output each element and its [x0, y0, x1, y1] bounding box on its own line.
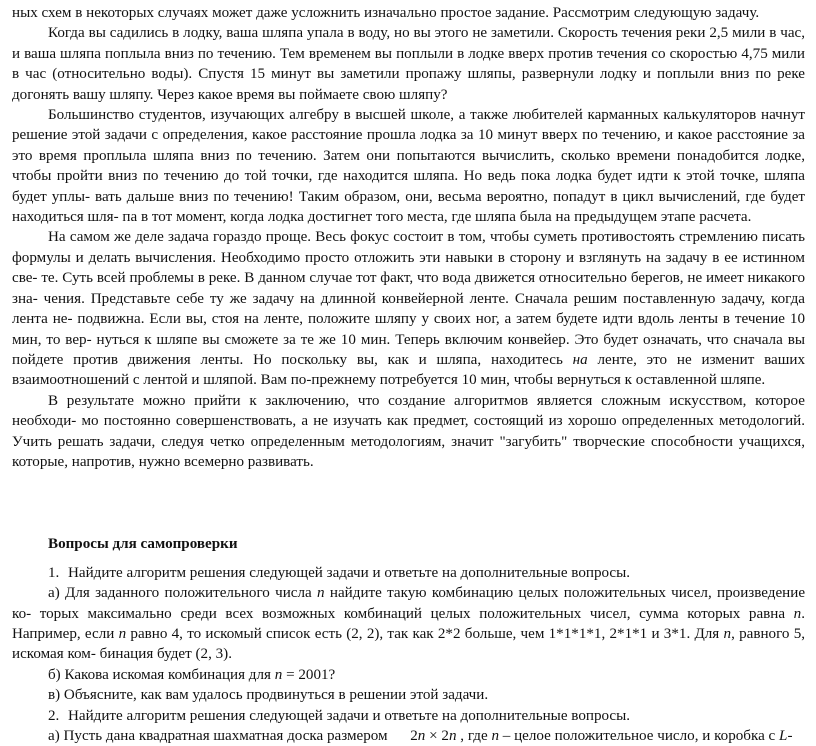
var-n: n	[317, 585, 325, 602]
paragraph-intro: ных схем в некоторых случаях может даже усложнить изначально простое задание. Рассмотрим следующую задачу.	[12, 5, 760, 21]
question-1	[12, 563, 805, 583]
document-page	[0, 3, 816, 744]
paragraph-students: Большинство студентов, изучающих алгебру в высшей школе, а также любителей карманных калькуляторов начнут решение этой задачи с определения, какое расстояние прошла лодка за 10 минут вверх по течению, и какое расстояние за это время проплыла шляпа вниз по течению. Затем они попытаются вычислить, сколько времени понадобится лодке, чтобы пройти вниз по течению до той точки, где находится шляпа. Но ведь пока лодка будет идти к этой точке, шляпа будет уплы- вать дальше вниз по течению! Таким образом, они, весьма вероятно, попадут в цикл вычислений, где будет находиться шля- па в тот момент, когда лодка достигнет того места, где шляпа была на предыдущем этапе расчета.	[12, 107, 805, 226]
var-n: n	[793, 605, 802, 622]
expr-part: 2	[441, 728, 449, 744]
paragraph-hat-problem: Когда вы садились в лодку, ваша шляпа упала в воду, но вы этого не заметили. Скорость течения реки 2,5 мили в час, и ваша шляпа поплыла вниз по течению. Тем временем вы поплыли в лодке вверх против течения со скоростью 4,75 мили в час (относительно воды). Спустя 15 минут вы заметили пропажу шляпы, развернули лодку и поплыли вниз по реке догонять вашу шляпу. Через какое время вы поймаете свою шляпу?	[12, 25, 805, 103]
question-text: Найдите алгоритм решения следующей задачи и ответьте на дополнительные вопросы.	[68, 707, 631, 724]
question-number: 2.	[48, 707, 60, 724]
var-n: n	[491, 728, 499, 744]
q2a-text: а) Пусть дана квадратная шахматная доска размером	[48, 728, 388, 744]
paragraph-conclusion: В результате можно прийти к заключению, что создание алгоритмов является сложным искусством, которое необходи- мо постоянно совершенствовать, а не изучать как предмет, состоящий из хорошо определенных методологий. Учить решать задачи, следуя четко определенным методологиям, значит "загубить" творческие способности учащихся, которые, напротив, нужно всемерно развивать.	[12, 392, 805, 470]
paragraph-conveyor	[12, 227, 805, 390]
expr-part: 2	[410, 728, 418, 744]
var-L: L	[779, 728, 788, 744]
q2a-text: – целое положительное число, и коробка с	[502, 728, 776, 744]
q1a-text: . Например, если	[12, 605, 805, 642]
q1a-text: найдите такую комбинацию целых положительных чисел, произведение ко- торых максимально среди всех возможных комбинаций целых положительных чисел, сумма которых равна	[12, 585, 806, 622]
question-2	[12, 706, 805, 726]
q1a-text: а) Для заданного положительного числа	[48, 585, 312, 602]
var-n: n	[417, 728, 426, 744]
hyphen: -	[787, 728, 793, 744]
section-heading: Вопросы для самопроверки	[48, 536, 238, 553]
var-n: n	[723, 625, 732, 642]
question-text: Найдите алгоритм решения следующей задачи и ответьте на дополнительные вопросы.	[68, 564, 631, 581]
emphasis-na: на	[572, 351, 588, 368]
q1b-text: = 2001?	[286, 666, 336, 683]
var-n: n	[118, 625, 127, 642]
q2a-text: , где	[460, 728, 488, 744]
question-1b	[12, 665, 805, 685]
conveyor-text: На самом же деле задача гораздо проще. Весь фокус состоит в том, чтобы суметь противостоять стремлению писать формулы и делать вычисления. Необходимо просто отложить эти навыки в сторону и взглянуть на задачу в ее истинном све- те. Суть всей проблемы в реке. В данном случае тот факт, что вода движется относительно берегов, не имеет никакого зна- чения. Представьте себе ту же задачу на длинной конвейерной ленте. Сначала решим поставленную задачу, когда лента не- подвижна. Если вы, стоя на ленте, положите шляпу у своих ног, а затем будете идти вдоль ленты в течение 10 мин, то вер- нуться к шляпе вы сможете за те же 10 мин. Теперь включим конвейер. Это будет означать, что сначала вы пойдете против движения ленты. Но поскольку вы, как и шляпа, находитесь	[12, 229, 805, 368]
conveyor-text-end: ленте, это не изменит ваших взаимоотношений с лентой и шляпой. Вам по-прежнему потребуется 10 мин, чтобы вернуться к оставленной шляпе.	[12, 351, 805, 389]
question-1a	[12, 583, 805, 665]
var-n: n	[448, 728, 457, 744]
times-symbol: ×	[429, 728, 438, 744]
question-1c: в) Объясните, как вам удалось продвинуться в решении этой задачи.	[48, 687, 489, 704]
question-number: 1.	[48, 564, 60, 581]
question-2a	[12, 726, 805, 746]
q1a-text: равно 4, то искомый список есть (2, 2), так как 2*2 больше, чем 1*1*1*1, 2*1*1 и 3*1. Для	[130, 625, 720, 642]
spacer	[12, 472, 805, 534]
q1a-text: , равного 5, искомая ком- бинация будет (2, 3).	[12, 625, 806, 663]
q1b-text: б) Какова искомая комбинация для	[48, 666, 271, 683]
var-n: n	[274, 666, 283, 683]
